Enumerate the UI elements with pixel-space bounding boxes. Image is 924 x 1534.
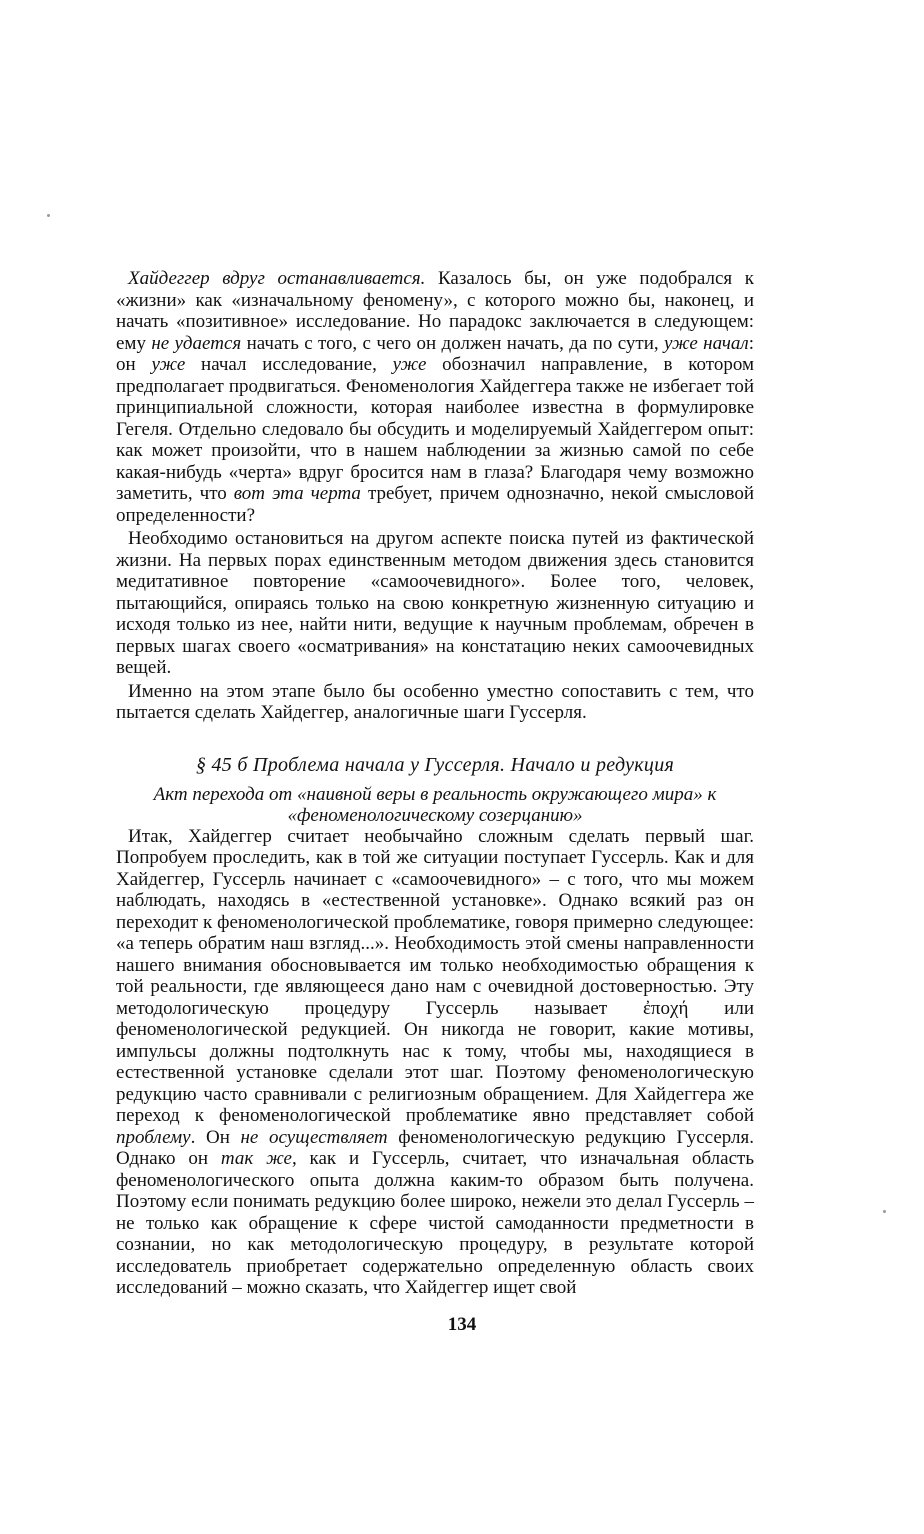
italic-text: вот эта черта [233,483,361,504]
page-number: 134 [447,1314,477,1335]
text-run: обозначил направление, в котором предполагает продвигаться. Феноменология Хайдеггера также не избегает той принципиальной сложности, которая наиболее известна в формулировке Гегеля. Отдельно следовало бы обсудить и моделируемый Хайдеггером опыт: как может произойти, что в нашем наблюдении за жизнью самой по себе какая-нибудь «черта» вдруг бросится нам в глаза? Благодаря чему возможно заметить, что [116,354,754,504]
text-run: Именно на этом этапе было бы особенно уместно сопоставить с тем, что пытается сделать Хайдеггер, аналогичные шаги Гуссерля. [116,680,754,723]
italic-text: уже [151,354,186,375]
subsection-heading: Акт перехода от «наивной веры в реальность окружающего мира» к «феноменологическому созерцанию» [153,783,717,826]
italic-text: проблему [116,1126,191,1148]
text-run: , как и Гуссерль, считает, что изначальная область феноменологического опыта должна каким-то образом быть получена. Поэтому если понимать редукцию более широко, нежели это делал Гуссерль – не только как обращение к сфере чистой самоданности предметности в сознании, но как методологическую процедуру, в результате которой исследователь приобретает содержательно определенную область своих исследований – можно сказать, что Хайдеггер ищет свой [116,1148,754,1298]
text-block-top [116,268,754,724]
italic-text: уже [392,354,427,375]
scan-speck [883,1210,886,1213]
paragraph [116,826,754,1299]
scan-speck [47,214,50,217]
italic-text: так же [220,1148,292,1169]
text-run: : он [116,332,754,375]
text-run: начать с того, с чего он должен начать, да по сути, [241,332,664,354]
page-body [116,268,754,1299]
section-heading: § 45 б Проблема начала у Гуссерля. Начало и редукция [195,753,675,776]
italic-text: не осуществляет [240,1126,388,1148]
text-run: Итак, Хайдеггер считает необычайно сложным сделать первый шаг. Попробуем проследить, как в той же ситуации поступает Гуссерль. Как и для Хайдеггер, Гуссерль начинает с «самоочевидного» – с того, что мы можем наблюдать, находясь в «естественной установке». Однако всякий раз он переходит к феноменологической проблематике, говоря примерно следующее: «а теперь обратим наш взгляд...». Необходимость этой смены направленности нашего внимания обосновывается им только необходимостью обращения к той реальности, где являющееся дано нам с очевидной достоверностью. Эту методологическую процедуру Гуссерль называет ἐποχή или феноменологической редукцией. Он никогда не говорит, какие мотивы, импульсы должны подтолкнуть нас к тому, чтобы мы, находящиеся в естественной установке сделали этот шаг. Поэтому феноменологическую редукцию часто сравнивали с религиозным обращением. Для Хайдеггера же переход к феноменологической проблематике явно представляет собой [116,825,754,1126]
text-run: . Он [190,1126,241,1148]
italic-text: не удается [151,332,242,354]
text-run: Казалось бы, он уже подобрался к «жизни» как «изначальному феномену», с которого можно бы, наконец, и начать «позитивное» исследование. Но парадокс заключается в следующем: ему [116,268,754,354]
italic-text: уже начал [664,332,749,354]
italic-text: Хайдеггер вдруг останавливается. [128,268,426,289]
paragraph [116,681,754,724]
paragraph [116,528,754,679]
text-run: Необходимо остановиться на другом аспекте поиска путей из фактической жизни. На первых порах единственным методом движения здесь становится медитативное повторение «самоочевидного». Более того, человек, пытающийся, опираясь только на свою конкретную жизненную ситуацию и исходя только из нее, найти нити, ведущие к научным проблемам, обречен в первых шагах своего «осматривания» на констатацию неких самоочевидных вещей. [116,528,754,678]
text-run: требует, причем однозначно, некой смысловой определенности? [116,483,755,526]
text-run: феноменологическую редукцию Гуссерля. Однако он [116,1126,755,1169]
text-block-bottom [116,826,754,1299]
paragraph [116,268,754,526]
text-run: начал исследование, [185,354,393,375]
